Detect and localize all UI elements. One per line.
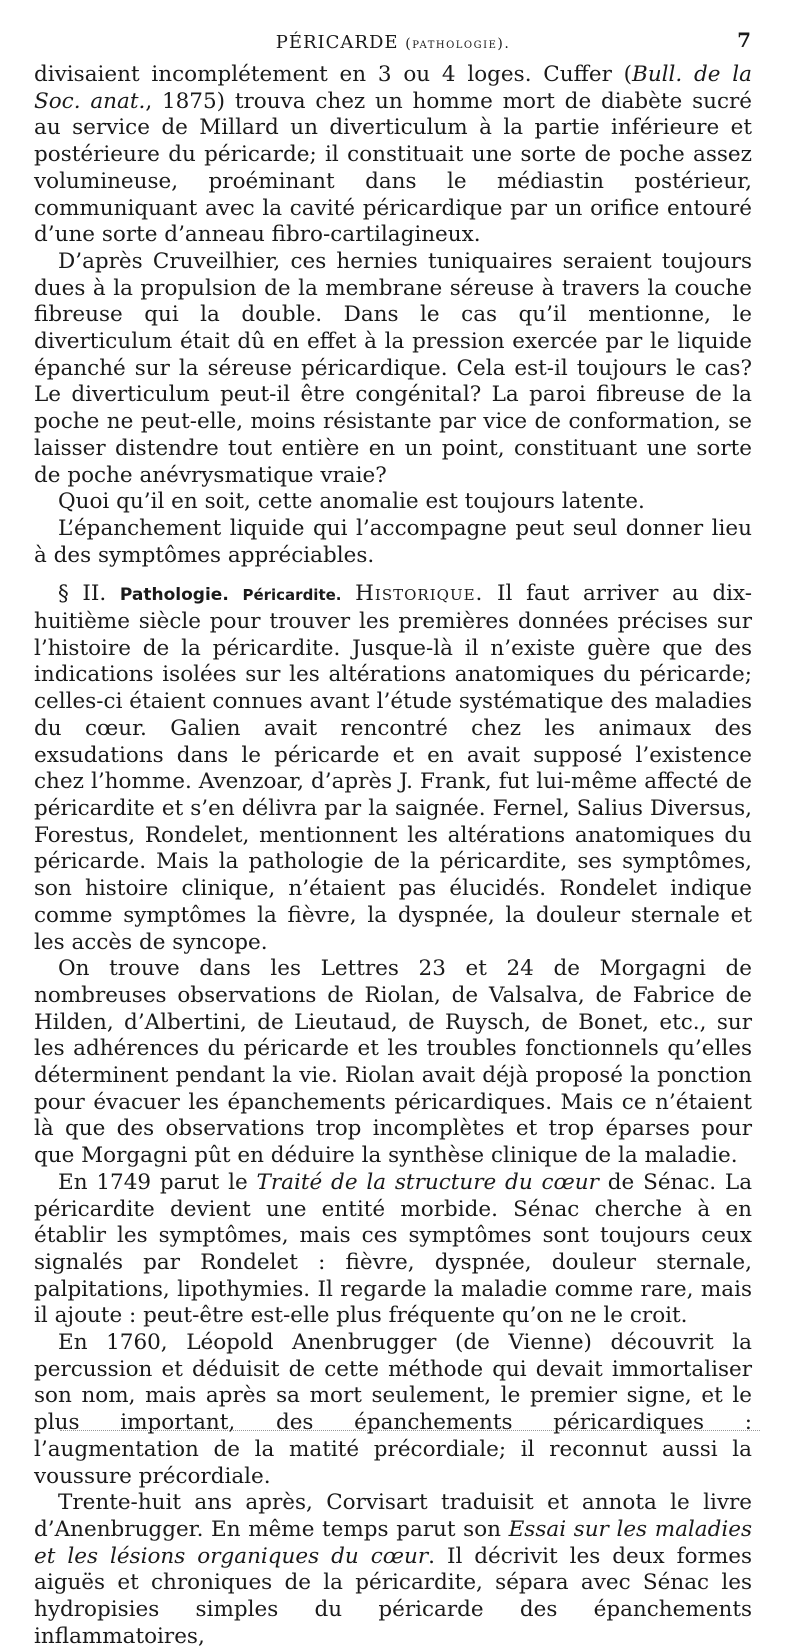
running-title xyxy=(34,32,752,53)
paragraph-9-part-b: . Il décrivit les deux formes aiguës et chroniques de la péricardite, sépara avec Sénac les hydropisies simples du péricarde des épanchements inflammatoires, xyxy=(34,1543,752,1649)
section-subheading: Péricardite. xyxy=(242,586,342,605)
paragraph-4: L’épanchement liquide qui l’accompagne peut seul donner lieu à des symptômes appréciables. xyxy=(34,515,752,568)
paragraph-6: On trouve dans les Lettres 23 et 24 de Morgagni de nombreuses observations de Riolan, de Valsalva, de Fabrice de Hilden, d’Albertini, de Lieutaud, de Ruysch, de Bonet, etc., sur les adhérences du péricarde et les troubles fonctionnels qu’elles déterminent pendant la vie. Riolan avait déjà proposé la ponction pour évacuer les épanchements péricardiques. Mais ce n’étaient là que des observations trop incomplètes et trop éparses pour que Morgagni pût en déduire la synthèse clinique de la maladie. xyxy=(34,956,752,1169)
paragraph-5 xyxy=(34,581,752,956)
paragraph-7-part-b: de Sénac. La péricardite devient une entité morbide. Sénac cherche à en établir les symptômes, mais ces symptômes sont toujours ceux signalés par Rondelet : fièvre, dyspnée, douleur sternale, palpitations, lipothymies. Il regarde la maladie comme rare, mais il ajoute : peut-être est-elle plus fréquente qu’on ne le croit. xyxy=(34,1169,753,1329)
paragraph-3: Quoi qu’il en soit, cette anomalie est toujours latente. xyxy=(58,489,645,515)
paragraph-1 xyxy=(34,62,752,249)
paragraph-5-text: Il faut arriver au dix-huitième siècle pour trouver les premières données précises sur l’histoire de la péricardite. Jusque-là il n’existe guère que des indications isolées sur les altérations anatomiques du péricarde; celles-ci étaient connues avant l’étude systématique des maladies du cœur. Galien avait rencontré chez les animaux des exsudations dans le péricarde et en avait supposé l’existence chez l’homme. Avenzoar, d’après J. Frank, fut lui-même affecté de péricardite et s’en délivra par la saignée. Fernel, Salius Diversus, Forestus, Rondelet, mentionnent les altérations anatomiques du péricarde. Mais la pathologie de la péricardite, ses symptômes, son histoire clinique, n’étaient pas élucidés. Rondelet indique comme symptômes la fièvre, la dyspnée, la douleur sternale et les accès de syncope. xyxy=(34,581,753,955)
section-heading: Pathologie. xyxy=(119,585,229,606)
citation-essai-maladies-coeur: Essai sur les maladies et les lésions organiques du cœur xyxy=(34,1516,752,1569)
paragraph-9-part-a: Trente-huit ans après, Corvisart traduisit et annota le livre d’Anenbrugger. En même temps parut son xyxy=(34,1490,752,1542)
bottom-dotted-rule xyxy=(60,1430,760,1431)
running-title-main: PÉRICARDE xyxy=(275,32,399,53)
citation-bull-soc-anat: Bull. de la Soc. anat. xyxy=(34,62,752,114)
paragraph-2: D’après Cruveilhier, ces hernies tuniquaires seraient toujours dues à la propulsion de la membrane séreuse à travers la couche fibreuse qui la double. Dans le cas qu’il mentionne, le diverticulum était dû en effet à la pression exercée par le liquide épanché sur la séreuse péricardique. Cela est-il toujours le cas? Le diverticulum peut-il être congénital? La paroi fibreuse de la poche ne peut-elle, moins résistante par vice de conformation, se laisser distendre tout entière en un point, constituant une sorte de poche anévrysmatique vraie? xyxy=(34,248,752,488)
paragraph-1-part-b: , 1875) trouva chez un homme mort de diabète sucré au service de Millard un diverticulum à la partie inférieure et postérieure du péricarde; il constituait une sorte de poche assez volumineuse, proéminant dans le médiastin postérieur, communiquant avec la cavité péricardique par un orifice entouré d’une sorte d’anneau fibro-cartilagineux. xyxy=(34,88,752,248)
body-text xyxy=(34,62,752,1650)
citation-traite-structure-coeur: Traité de la structure du cœur xyxy=(256,1169,599,1195)
historique-label: Historique. xyxy=(355,581,484,607)
paragraph-7-part-a: En 1749 parut le xyxy=(58,1169,257,1195)
running-head xyxy=(34,28,752,62)
running-title-sub: (pathologie). xyxy=(405,36,511,52)
section-number: § II. xyxy=(58,581,107,607)
page-number: 7 xyxy=(737,28,752,52)
paragraph-7 xyxy=(34,1170,752,1330)
paragraph-1-part-a: divisaient incomplétement en 3 ou 4 loges. Cuffer ( xyxy=(34,62,633,87)
paragraph-9 xyxy=(34,1490,752,1650)
paragraph-8: En 1760, Léopold Anenbrugger (de Vienne) découvrit la percussion et déduisit de cette méthode qui devait immortaliser son nom, mais après sa mort seulement, le premier signe, et le plus important, des épanchements péricardiques : l’augmentation de la matité précordiale; il reconnut aussi la voussure précordiale. xyxy=(34,1330,752,1489)
